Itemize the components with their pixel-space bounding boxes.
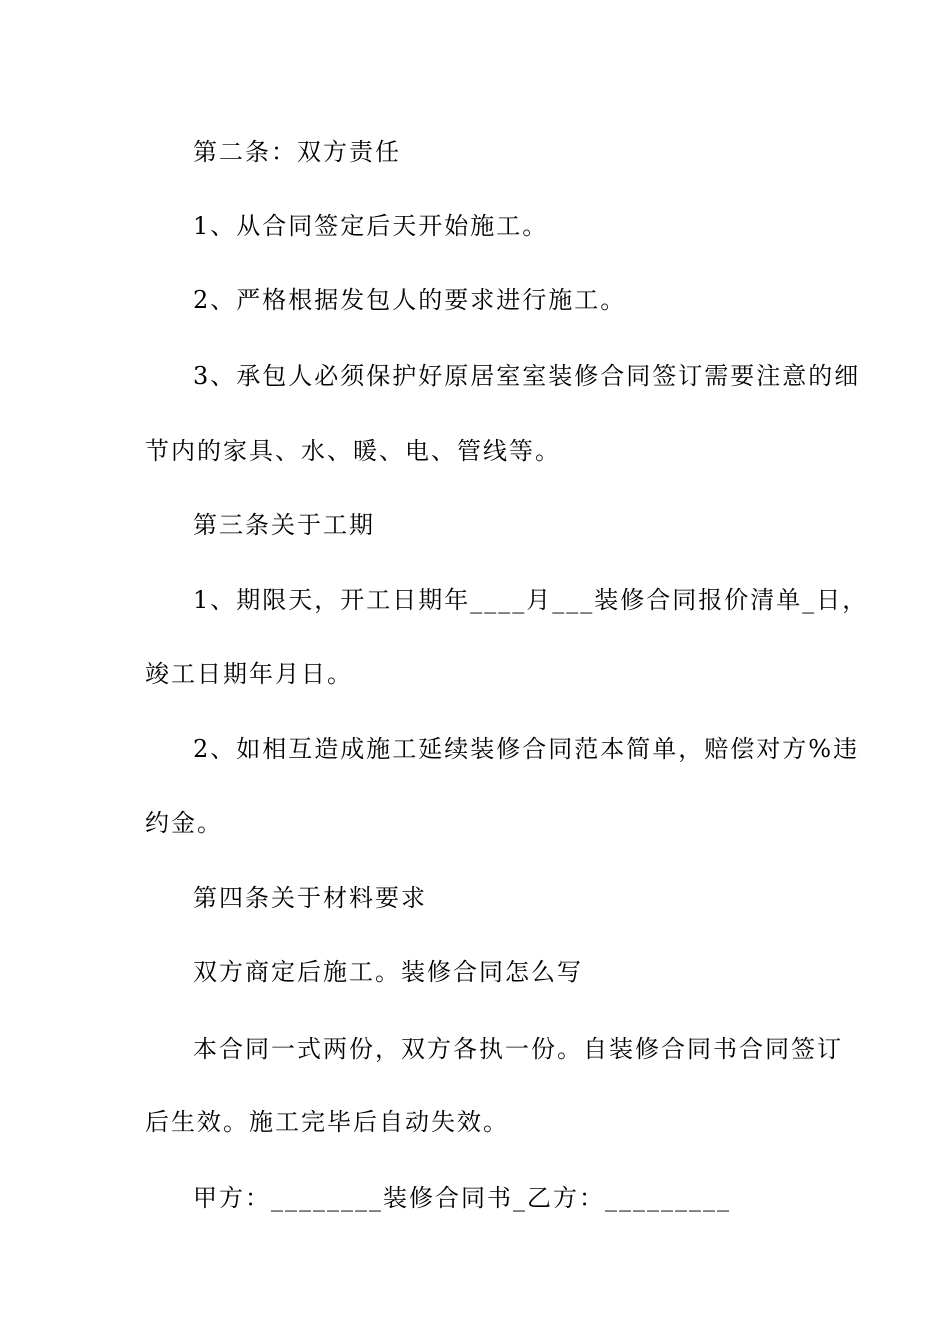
paragraph-line: 3、承包人必须保护好原居室室装修合同签订需要注意的细 <box>193 362 861 390</box>
paragraph-line: 竣工日期年月日。 <box>145 660 353 688</box>
section-heading-responsibilities: 第二条：双方责任 <box>193 138 401 166</box>
paragraph-line: 约金。 <box>145 809 223 837</box>
paragraph-line: 本合同一式两份，双方各执一份。自装修合同书合同签订 <box>193 1035 843 1063</box>
paragraph-line: 1、从合同签定后天开始施工。 <box>193 212 549 240</box>
paragraph-line: 2、如相互造成施工延续装修合同范本简单，赔偿对方%违 <box>193 735 860 763</box>
paragraph-line: 1、期限天，开工日期年____月___装修合同报价清单_日， <box>193 586 869 614</box>
signature-line: 甲方：________装修合同书_乙方：_________ <box>193 1184 731 1212</box>
paragraph-line: 后生效。施工完毕后自动失效。 <box>145 1108 509 1136</box>
paragraph-line: 节内的家具、水、暖、电、管线等。 <box>145 437 561 465</box>
section-heading-materials: 第四条关于材料要求 <box>193 884 427 912</box>
section-heading-schedule: 第三条关于工期 <box>193 511 375 539</box>
paragraph-line: 2、严格根据发包人的要求进行施工。 <box>193 286 627 314</box>
paragraph-line: 双方商定后施工。装修合同怎么写 <box>193 958 583 986</box>
